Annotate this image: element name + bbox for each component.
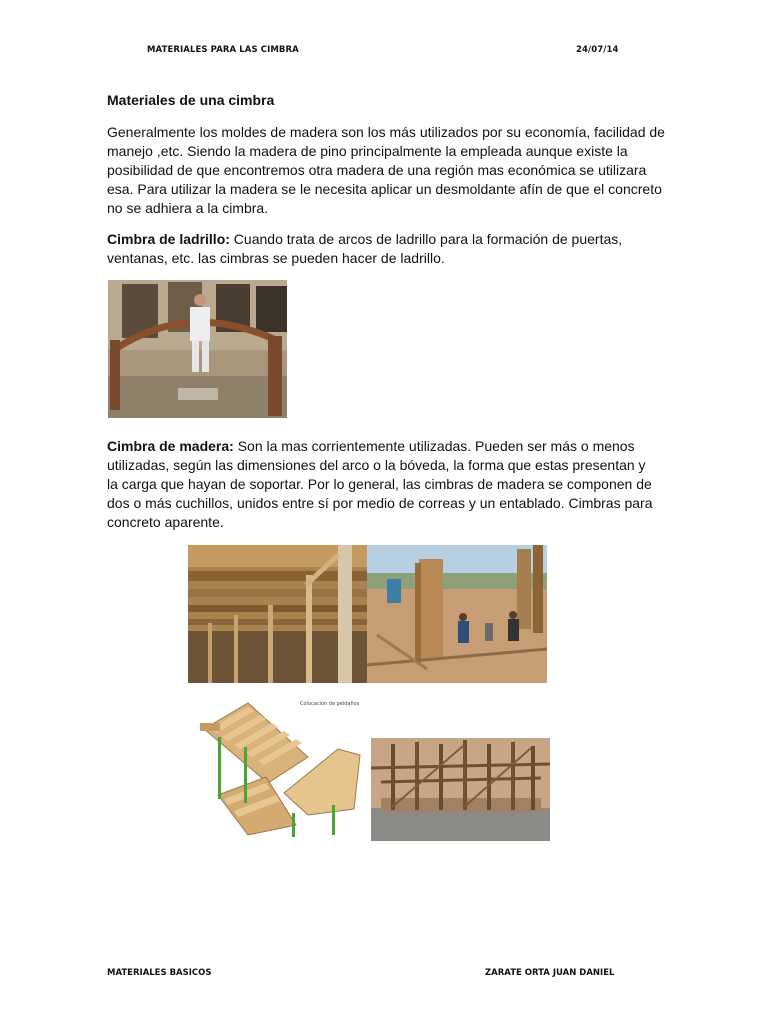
madera-term: Cimbra de madera: [107,438,234,454]
stair-formwork-diagram [188,697,367,841]
madera-text: Son la mas corrientemente utilizadas. Pueden ser más o menos utilizadas, según las dimensiones del arco o la bóveda, la forma que estas presentan y la carga que hayan de soportar. Por lo general, las cimbras de madera se componen de dos o más cuchillos, unidos entre sí por medio de correas y un entablado. Cimbras para concreto aparente. [107,438,653,530]
header-title: MATERIALES PARA LAS CIMBRA [147,45,299,55]
header-date: 24/07/14 [576,45,619,55]
ladrillo-paragraph [107,230,667,268]
footer-right: ZARATE ORTA JUAN DANIEL [485,968,615,978]
column-formwork-photo [367,545,547,683]
timber-ceiling-photo [188,545,367,683]
ladrillo-term: Cimbra de ladrillo: [107,231,230,247]
shoring-frame-photo [371,738,550,841]
ladrillo-text: Cuando trata de arcos de ladrillo para la formación de puertas, ventanas, etc. las cimbras se pueden hacer de ladrillo. [107,231,623,266]
madera-paragraph [107,437,655,532]
footer-left: MATERIALES BASICOS [107,968,212,978]
diagram-caption: Colocación de peldaños [300,701,360,707]
brick-arch-photo [108,280,287,418]
intro-paragraph: Generalmente los moldes de madera son los más utilizados por su economía, facilidad de manejo ,etc. Siendo la madera de pino principalmente la empleada aunque existe la posibilidad de que encontremos otra madera de una región mas económica se utilizara esa. Para utilizar la madera se le necesita aplicar un desmoldante afín de que el concreto no se adhiera a la cimbra. [107,124,665,216]
section-title: Materiales de una cimbra [107,92,275,108]
